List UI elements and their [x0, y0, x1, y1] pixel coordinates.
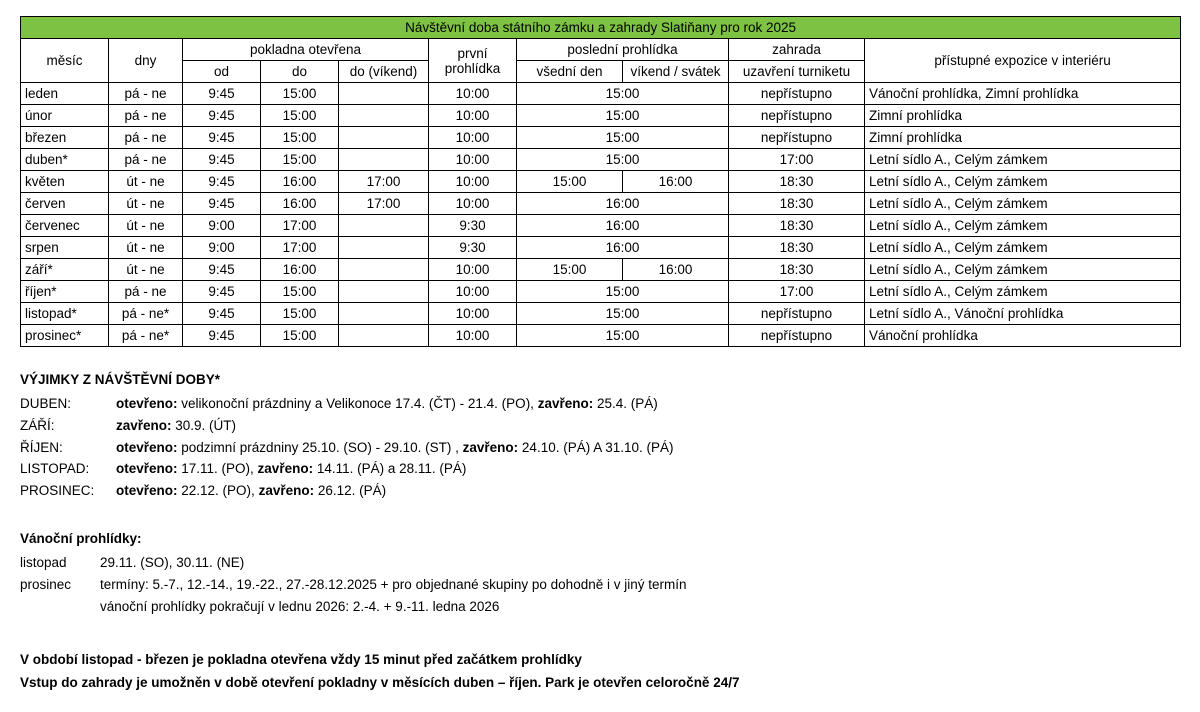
- cell-prvni: 10:00: [429, 105, 517, 127]
- cell-posledni_merged: 15:00: [517, 83, 729, 105]
- cell-prvni: 10:00: [429, 281, 517, 303]
- cell-posledni_merged: 15:00: [517, 105, 729, 127]
- exceptions-section: [20, 369, 1180, 502]
- cell-prvni: 10:00: [429, 83, 517, 105]
- cell-expozice: Letní sídlo A., Celým zámkem: [865, 237, 1181, 259]
- exception-keyword: otevřeno:: [116, 461, 178, 477]
- cell-prvni: 10:00: [429, 127, 517, 149]
- cell-posledni_merged: 15:00: [517, 281, 729, 303]
- cell-do: 16:00: [261, 259, 339, 281]
- christmas-row: [20, 552, 1180, 574]
- table-row: [21, 325, 1181, 347]
- cell-mesic: leden: [21, 83, 109, 105]
- cell-zahrada: 18:30: [729, 193, 865, 215]
- cell-posledni_merged: 16:00: [517, 215, 729, 237]
- cell-dny: út - ne: [109, 193, 183, 215]
- exception-detail: podzimní prázdniny 25.10. (SO) - 29.10. (ST) ,: [177, 439, 463, 455]
- footer-line-1: V období listopad - březen je pokladna otevřena vždy 15 minut před začátkem prohlídky: [20, 651, 582, 667]
- cell-expozice: Zimní prohlídka: [865, 105, 1181, 127]
- cell-zahrada: nepřístupno: [729, 83, 865, 105]
- cell-zahrada: 18:30: [729, 215, 865, 237]
- christmas-month-label: prosinec: [20, 576, 72, 592]
- christmas-list: [20, 552, 1180, 596]
- opening-hours-table: [20, 16, 1181, 347]
- cell-vsedni: 15:00: [517, 171, 623, 193]
- table-row: [21, 83, 1181, 105]
- col-header-prvni-prohlidka: první prohlídka: [429, 39, 517, 83]
- exceptions-list: [20, 393, 1180, 502]
- cell-zahrada: nepřístupno: [729, 303, 865, 325]
- cell-expozice: Letní sídlo A., Celým zámkem: [865, 193, 1181, 215]
- cell-do_vikend: [339, 83, 429, 105]
- exception-label: LISTOPAD:: [20, 461, 90, 477]
- cell-mesic: srpen: [21, 237, 109, 259]
- cell-do_vikend: [339, 127, 429, 149]
- cell-do: 15:00: [261, 127, 339, 149]
- exception-detail: 24.10. (PÁ) A 31.10. (PÁ): [518, 439, 674, 455]
- christmas-dates: 29.11. (SO), 30.11. (NE): [100, 555, 245, 571]
- cell-expozice: Letní sídlo A., Celým zámkem: [865, 149, 1181, 171]
- cell-zahrada: 18:30: [729, 171, 865, 193]
- cell-zahrada: 18:30: [729, 259, 865, 281]
- cell-posledni_merged: 15:00: [517, 127, 729, 149]
- exception-text: [116, 437, 1180, 459]
- cell-dny: pá - ne*: [109, 303, 183, 325]
- cell-od: 9:45: [183, 105, 261, 127]
- cell-expozice: Letní sídlo A., Vánoční prohlídka: [865, 303, 1181, 325]
- cell-mesic: březen: [21, 127, 109, 149]
- cell-dny: út - ne: [109, 171, 183, 193]
- cell-zahrada: 18:30: [729, 237, 865, 259]
- cell-dny: út - ne: [109, 215, 183, 237]
- cell-posledni_merged: 16:00: [517, 193, 729, 215]
- table-title-row: [21, 17, 1181, 39]
- cell-vsedni: 15:00: [517, 259, 623, 281]
- cell-dny: pá - ne: [109, 281, 183, 303]
- table-row: [21, 237, 1181, 259]
- col-header-zahrada: zahrada: [729, 39, 865, 61]
- cell-vikend: 16:00: [623, 259, 729, 281]
- table-body: [21, 83, 1181, 347]
- col-header-uzavreni-turniketu: uzavření turniketu: [729, 61, 865, 83]
- exception-keyword: zavřeno:: [462, 439, 519, 455]
- exception-label: DUBEN:: [20, 395, 72, 411]
- cell-od: 9:00: [183, 237, 261, 259]
- cell-do_vikend: [339, 281, 429, 303]
- cell-do_vikend: 17:00: [339, 171, 429, 193]
- cell-mesic: květen: [21, 171, 109, 193]
- cell-do_vikend: [339, 325, 429, 347]
- table-row: [21, 127, 1181, 149]
- cell-posledni_merged: 16:00: [517, 237, 729, 259]
- cell-zahrada: 17:00: [729, 149, 865, 171]
- cell-zahrada: nepřístupno: [729, 325, 865, 347]
- col-header-do-vikend: do (víkend): [339, 61, 429, 83]
- cell-od: 9:45: [183, 149, 261, 171]
- cell-mesic: září*: [21, 259, 109, 281]
- exception-detail: 30.9. (ÚT): [171, 417, 237, 433]
- exception-keyword: zavřeno:: [258, 483, 315, 499]
- cell-do_vikend: [339, 215, 429, 237]
- exception-detail: 17.11. (PO),: [177, 461, 258, 477]
- col-header-mesic: měsíc: [21, 39, 109, 83]
- exception-keyword: otevřeno:: [116, 483, 178, 499]
- table-header-row-1: [21, 39, 1181, 61]
- cell-zahrada: nepřístupno: [729, 105, 865, 127]
- christmas-heading: Vánoční prohlídky:: [20, 531, 142, 547]
- exception-text: [116, 480, 1180, 502]
- cell-mesic: červenec: [21, 215, 109, 237]
- cell-do: 15:00: [261, 281, 339, 303]
- cell-do_vikend: [339, 259, 429, 281]
- cell-vikend: 16:00: [623, 171, 729, 193]
- cell-od: 9:45: [183, 127, 261, 149]
- cell-do: 15:00: [261, 105, 339, 127]
- cell-do: 15:00: [261, 325, 339, 347]
- exception-detail: velikonoční prázdniny a Velikonoce 17.4. (ČT) - 21.4. (PO),: [177, 395, 538, 411]
- christmas-month-label: listopad: [20, 555, 67, 571]
- col-header-od: od: [183, 61, 261, 83]
- cell-do: 15:00: [261, 149, 339, 171]
- exception-text: [116, 458, 1180, 480]
- col-header-expozice: přístupné expozice v interiéru: [865, 39, 1181, 83]
- cell-mesic: říjen*: [21, 281, 109, 303]
- col-header-vsedni-den: všední den: [517, 61, 623, 83]
- cell-od: 9:45: [183, 83, 261, 105]
- exception-label: PROSINEC:: [20, 483, 95, 499]
- cell-do: 16:00: [261, 171, 339, 193]
- cell-od: 9:45: [183, 325, 261, 347]
- cell-expozice: Vánoční prohlídka: [865, 325, 1181, 347]
- christmas-extra-line: vánoční prohlídky pokračují v lednu 2026: 2.-4. + 9.-11. ledna 2026: [100, 598, 500, 614]
- cell-prvni: 9:30: [429, 237, 517, 259]
- cell-prvni: 10:00: [429, 259, 517, 281]
- cell-dny: pá - ne: [109, 127, 183, 149]
- cell-do: 17:00: [261, 215, 339, 237]
- cell-dny: út - ne: [109, 237, 183, 259]
- exceptions-heading: VÝJIMKY Z NÁVŠTĚVNÍ DOBY*: [20, 372, 221, 387]
- cell-posledni_merged: 15:00: [517, 325, 729, 347]
- christmas-row: [20, 574, 1180, 596]
- cell-zahrada: nepřístupno: [729, 127, 865, 149]
- cell-od: 9:45: [183, 281, 261, 303]
- cell-od: 9:45: [183, 171, 261, 193]
- exception-label: ŘÍJEN:: [20, 439, 63, 455]
- col-header-dny: dny: [109, 39, 183, 83]
- col-header-vikend-svatek: víkend / svátek: [623, 61, 729, 83]
- exception-keyword: otevřeno:: [116, 439, 178, 455]
- exception-text: [116, 415, 1180, 437]
- cell-mesic: duben*: [21, 149, 109, 171]
- cell-expozice: Letní sídlo A., Celým zámkem: [865, 259, 1181, 281]
- cell-dny: pá - ne: [109, 105, 183, 127]
- cell-od: 9:45: [183, 193, 261, 215]
- cell-prvni: 9:30: [429, 215, 517, 237]
- exception-detail: 25.4. (PÁ): [593, 395, 658, 411]
- cell-do: 15:00: [261, 303, 339, 325]
- exception-keyword: otevřeno:: [116, 395, 178, 411]
- table-row: [21, 171, 1181, 193]
- page-title: Návštěvní doba státního zámku a zahrady Slatiňany pro rok 2025: [21, 17, 1181, 39]
- exception-keyword: zavřeno:: [116, 417, 172, 433]
- cell-mesic: únor: [21, 105, 109, 127]
- cell-posledni_merged: 15:00: [517, 149, 729, 171]
- cell-dny: pá - ne*: [109, 325, 183, 347]
- cell-do_vikend: [339, 237, 429, 259]
- cell-posledni_merged: 15:00: [517, 303, 729, 325]
- cell-do: 15:00: [261, 83, 339, 105]
- table-row: [21, 215, 1181, 237]
- cell-expozice: Letní sídlo A., Celým zámkem: [865, 215, 1181, 237]
- cell-do: 17:00: [261, 237, 339, 259]
- cell-dny: pá - ne: [109, 83, 183, 105]
- exception-keyword: zavřeno:: [257, 461, 314, 477]
- cell-prvni: 10:00: [429, 193, 517, 215]
- exception-text: [116, 393, 1180, 415]
- cell-od: 9:00: [183, 215, 261, 237]
- table-row: [21, 259, 1181, 281]
- table-row: [21, 193, 1181, 215]
- cell-prvni: 10:00: [429, 171, 517, 193]
- christmas-section: [20, 528, 1180, 617]
- table-row: [21, 149, 1181, 171]
- table-row: [21, 105, 1181, 127]
- exception-row: [20, 393, 1180, 415]
- cell-expozice: Vánoční prohlídka, Zimní prohlídka: [865, 83, 1181, 105]
- cell-zahrada: 17:00: [729, 281, 865, 303]
- exception-row: [20, 437, 1180, 459]
- exception-detail: 14.11. (PÁ) a 28.11. (PÁ): [313, 461, 467, 477]
- cell-od: 9:45: [183, 303, 261, 325]
- cell-expozice: Letní sídlo A., Celým zámkem: [865, 171, 1181, 193]
- cell-do: 16:00: [261, 193, 339, 215]
- col-header-do: do: [261, 61, 339, 83]
- cell-mesic: listopad*: [21, 303, 109, 325]
- exception-keyword: zavřeno:: [537, 395, 594, 411]
- cell-prvni: 10:00: [429, 303, 517, 325]
- table-row: [21, 281, 1181, 303]
- exception-detail: 26.12. (PÁ): [314, 483, 387, 499]
- cell-expozice: Zimní prohlídka: [865, 127, 1181, 149]
- exception-row: [20, 480, 1180, 502]
- cell-prvni: 10:00: [429, 325, 517, 347]
- cell-mesic: červen: [21, 193, 109, 215]
- col-header-posledni-prohlidka: poslední prohlídka: [517, 39, 729, 61]
- cell-expozice: Letní sídlo A., Celým zámkem: [865, 281, 1181, 303]
- exception-label: ZÁŘÍ:: [20, 417, 55, 433]
- col-header-pokladna: pokladna otevřena: [183, 39, 429, 61]
- exception-detail: 22.12. (PO),: [177, 483, 259, 499]
- cell-od: 9:45: [183, 259, 261, 281]
- footer-notes: [20, 648, 1180, 694]
- cell-dny: út - ne: [109, 259, 183, 281]
- cell-dny: pá - ne: [109, 149, 183, 171]
- cell-do_vikend: [339, 303, 429, 325]
- cell-mesic: prosinec*: [21, 325, 109, 347]
- cell-do_vikend: [339, 105, 429, 127]
- cell-do_vikend: 17:00: [339, 193, 429, 215]
- table-row: [21, 303, 1181, 325]
- exception-row: [20, 415, 1180, 437]
- christmas-dates: termíny: 5.-7., 12.-14., 19.-22., 27.-28.12.2025 + pro objednané skupiny po dohodně i v jiný termín: [100, 576, 687, 592]
- cell-do_vikend: [339, 149, 429, 171]
- footer-line-2: Vstup do zahrady je umožněn v době otevření pokladny v měsících duben – říjen. Park je otevřen celoročně 24/7: [20, 674, 740, 690]
- cell-prvni: 10:00: [429, 149, 517, 171]
- exception-row: [20, 458, 1180, 480]
